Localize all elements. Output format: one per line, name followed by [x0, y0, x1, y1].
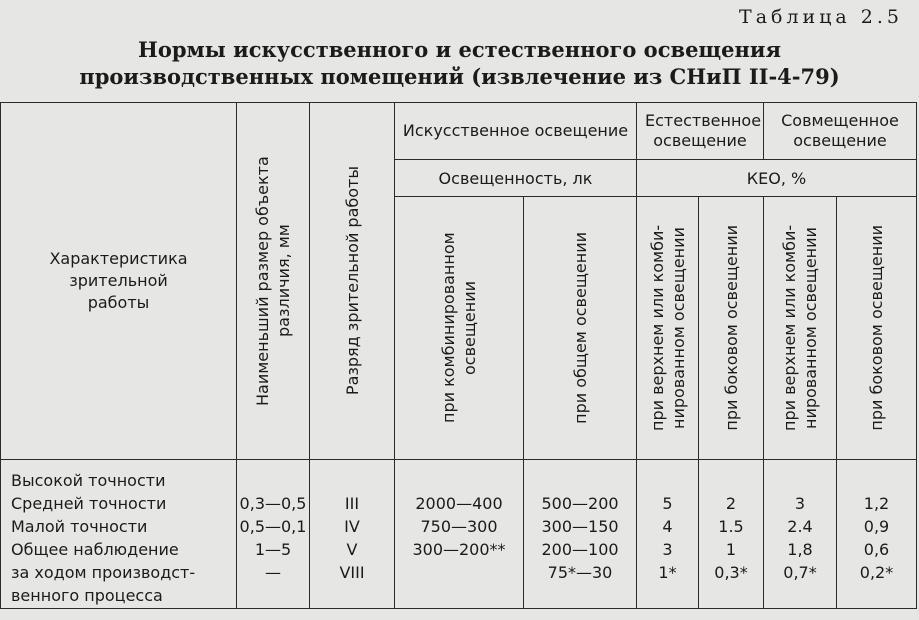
column-category: [310, 460, 395, 609]
table-cell: 2000—400: [415, 494, 503, 513]
table-cell: V: [346, 540, 358, 559]
column-general-illuminance: [524, 460, 637, 609]
table-title-line-2: производственных помещений (извлечение из СНиП II-4-79): [79, 64, 840, 89]
table-cell: VIII: [339, 563, 365, 582]
table-cell: 1,2: [863, 494, 890, 513]
table-cell: 200—100: [541, 540, 619, 559]
table-cell: за ходом производст-: [11, 563, 196, 582]
column-natural-side: [699, 460, 764, 609]
header-general-lighting: при общем освещении: [524, 197, 637, 460]
table-cell: 1—5: [254, 540, 292, 559]
header-illuminance: Освещенность, лк: [395, 160, 637, 197]
table-cell: 5: [662, 494, 673, 513]
column-combined-illuminance: [395, 460, 524, 609]
column-combined-top: [764, 460, 837, 609]
table-cell: Средней точности: [11, 494, 167, 513]
table-cell: венного процесса: [11, 586, 163, 605]
table-cell: —: [265, 563, 281, 582]
column-min-size: [237, 460, 310, 609]
table-cell: 1,8: [787, 540, 813, 559]
header-combined-side: при боковом освещении: [837, 197, 917, 460]
table-cell: 3: [662, 540, 673, 559]
header-combined-top: при верхнем или комби-нированном освещении: [764, 197, 837, 460]
header-natural: Естественное освещение: [637, 103, 764, 160]
table-cell: 750—300: [420, 517, 498, 536]
table-cell: 1*: [658, 563, 677, 582]
table-cell: 0,6: [863, 540, 890, 559]
table-cell: 4: [662, 517, 673, 536]
norms-table: [0, 102, 917, 609]
column-combined-side: [837, 460, 917, 609]
table-cell: 0,7*: [783, 563, 817, 582]
header-combined-lighting: при комбинированном освещении: [395, 197, 524, 460]
header-natural-side: при боковом освещении: [699, 197, 764, 460]
header-combined: Совмещенное освещение: [764, 103, 917, 160]
column-characteristic: [1, 460, 237, 609]
table-cell: 0,5—0,1: [239, 517, 307, 536]
table-cell: Общее наблюдение: [11, 540, 179, 559]
table-cell: 500—200: [541, 494, 619, 513]
header-min-size: Наименьший размер объекта различия, мм: [237, 103, 310, 460]
table-cell: 1.5: [718, 517, 744, 536]
table-cell: 0,3—0,5: [239, 494, 307, 513]
header-natural-top: при верхнем или комби-нированном освещении: [637, 197, 699, 460]
table-cell: 300—150: [541, 517, 619, 536]
column-natural-top: [637, 460, 699, 609]
table-cell: Высокой точности: [11, 471, 166, 490]
table-cell: 0,2*: [859, 563, 894, 582]
table-cell: III: [344, 494, 360, 513]
table-cell: [395, 561, 523, 584]
table-cell: 2: [725, 494, 737, 513]
table-cell: 0,3*: [714, 563, 748, 582]
table-caption: Таблица 2.5: [739, 6, 903, 28]
table-cell: 0,9: [863, 517, 890, 536]
header-characteristic: Характеристика зрительной работы: [1, 103, 237, 460]
table-cell: 1: [725, 540, 737, 559]
header-keo: КЕО, %: [637, 160, 917, 197]
table-cell: 2.4: [787, 517, 813, 536]
header-artificial: Искусственное освещение: [395, 103, 637, 160]
table-cell: 300—200**: [412, 540, 506, 559]
table-cell: Малой точности: [11, 517, 148, 536]
table-cell: IV: [344, 517, 360, 536]
header-category: Разряд зрительной работы: [310, 103, 395, 460]
table-cell: 75*—30: [547, 563, 613, 582]
table-cell: 3: [794, 494, 806, 513]
table-title-line-1: Нормы искусственного и естественного освещения: [138, 37, 781, 62]
